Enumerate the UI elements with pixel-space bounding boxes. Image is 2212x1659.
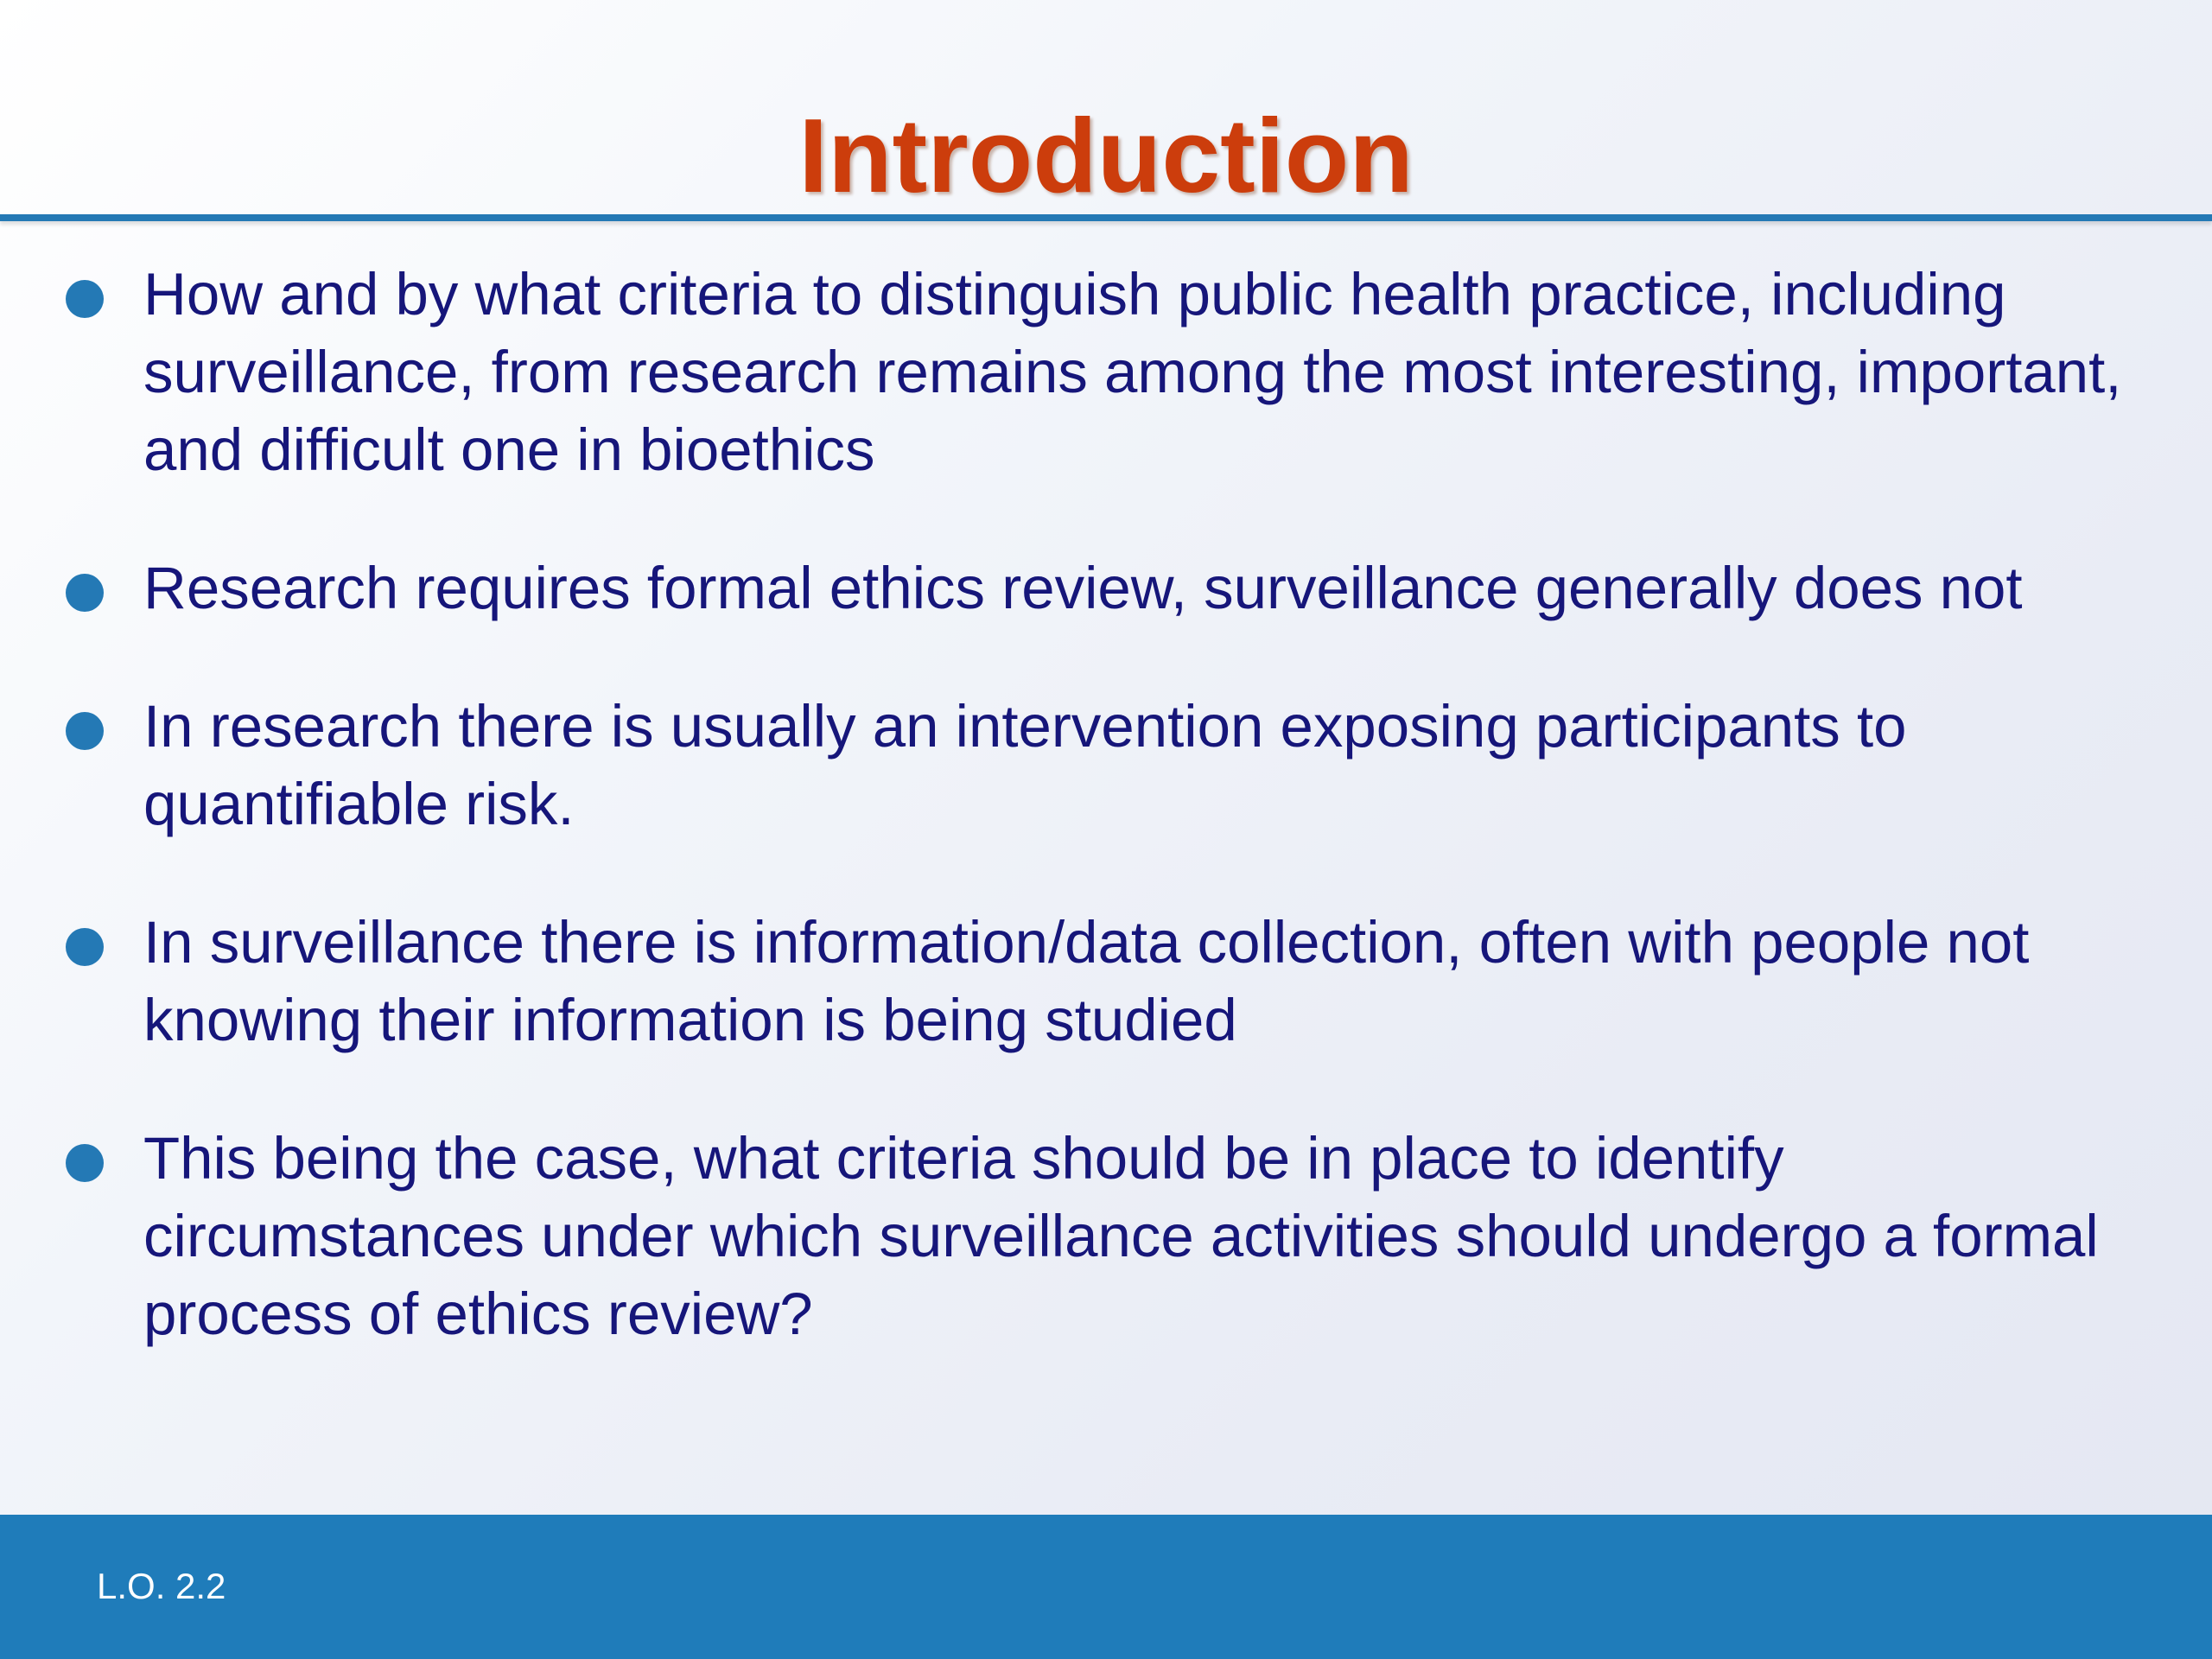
bullet-item xyxy=(0,904,2212,1059)
bullet-list xyxy=(0,256,2212,1414)
bullet-dot-icon xyxy=(66,1144,104,1182)
bullet-text: This being the case, what criteria should be in place to identify circumstances under which surveillance activities should undergo a formal process of ethics review? xyxy=(143,1125,2099,1347)
footer-label: L.O. 2.2 xyxy=(97,1566,226,1606)
bullet-item xyxy=(0,688,2212,843)
bullet-item xyxy=(0,1120,2212,1353)
bullet-item xyxy=(0,256,2212,489)
bullet-text: How and by what criteria to distinguish public health practice, including surveillance, from research remains among the most interesting, important, and difficult one in bioethics xyxy=(143,261,2122,483)
footer-bar xyxy=(0,1515,2212,1659)
bullet-text: In surveillance there is information/data collection, often with people not knowing their information is being studied xyxy=(143,909,2030,1053)
bullet-text: In research there is usually an intervention exposing participants to quantifiable risk. xyxy=(143,693,1907,837)
title-divider xyxy=(0,214,2212,221)
bullet-item xyxy=(0,550,2212,627)
bullet-text: Research requires formal ethics review, surveillance generally does not xyxy=(143,555,2023,621)
bullet-dot-icon xyxy=(66,574,104,612)
slide-title: Introduction xyxy=(798,97,1414,214)
bullet-dot-icon xyxy=(66,712,104,750)
bullet-dot-icon xyxy=(66,280,104,318)
bullet-dot-icon xyxy=(66,928,104,966)
